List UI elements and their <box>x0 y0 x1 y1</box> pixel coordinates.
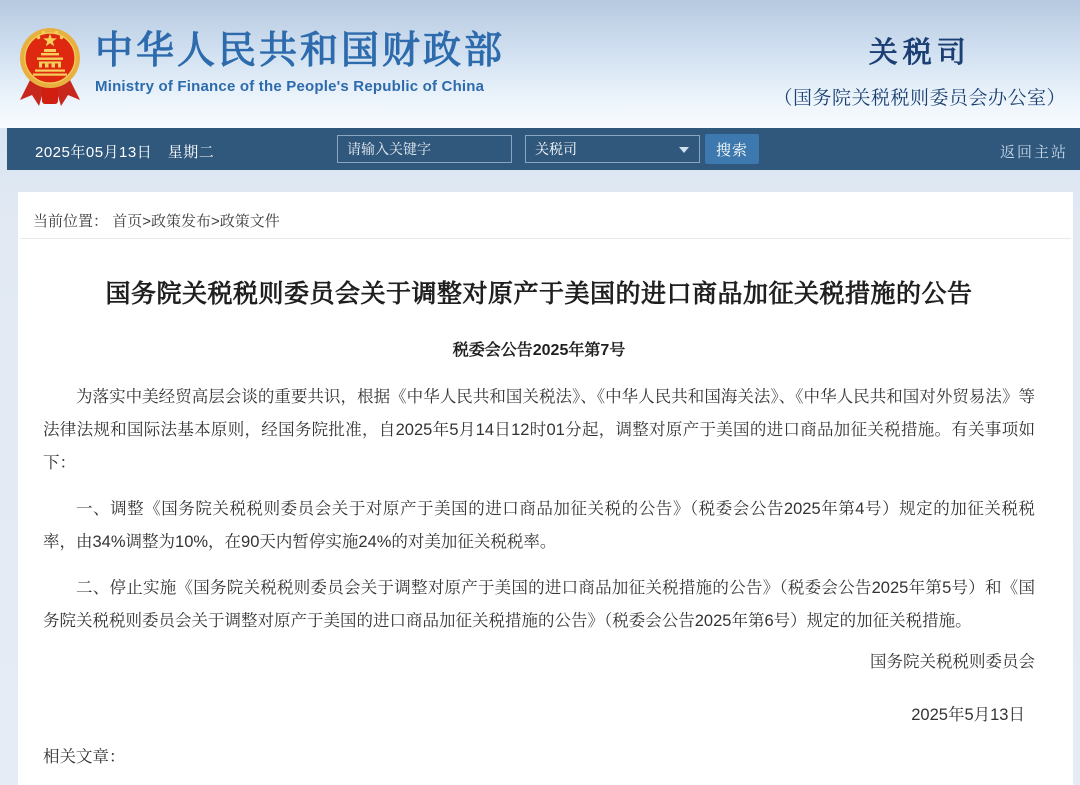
content-panel <box>18 192 1073 785</box>
announcement-article <box>43 192 1035 768</box>
breadcrumb-item-policy-release[interactable]: 政策发布 <box>150 213 211 230</box>
search-scope-select[interactable] <box>525 135 700 163</box>
announcement-doc-number: 税委会公告2025年第7号 <box>452 342 626 359</box>
announcement-paragraph: 二、停止实施《国务院关税税则委员会关于调整对原产于美国的进口商品加征关税措施的公告》（税委会公告2025年第5号）和《国务院关税税则委员会关于调整对原产于美国的进口商品加征关税措施的公告》（税委会公告2025年第6号）规定的加征关税措施。 <box>43 579 1035 630</box>
announcement-body <box>43 381 1035 638</box>
department-block <box>773 36 1066 110</box>
site-header <box>0 0 1080 128</box>
chevron-down-icon <box>679 147 689 153</box>
breadcrumb-label: 当前位置： <box>33 213 109 230</box>
navbar <box>7 128 1080 170</box>
site-subtitle-english: Ministry of Finance of the People's Republic of China <box>95 78 485 95</box>
search-input[interactable] <box>337 135 512 163</box>
department-subtitle: （国务院关税税则委员会办公室） <box>773 88 1066 109</box>
breadcrumb-separator: > <box>142 213 151 230</box>
department-title: 关税司 <box>868 37 971 69</box>
china-national-emblem-icon <box>18 20 82 108</box>
return-home-link[interactable]: 返回主站 <box>999 144 1068 161</box>
breadcrumb-separator: > <box>210 213 220 230</box>
current-date: 2025年05月13日 星期二 <box>35 144 215 161</box>
issuer-signature: 国务院关税税则委员会 <box>870 653 1035 671</box>
search-scope-value: 关税司 <box>535 141 577 157</box>
breadcrumb-item-home[interactable]: 首页 <box>112 213 143 230</box>
announcement-paragraph: 为落实中美经贸高层会谈的重要共识，根据《中华人民共和国关税法》、《中华人民共和国海关法》、《中华人民共和国对外贸易法》等法律法规和国际法基本原则，经国务院批准，自2025年5月14日12时01分起，调整对原产于美国的进口商品加征关税措施。有关事项如下： <box>43 388 1035 472</box>
issue-date: 2025年5月13日 <box>911 706 1025 724</box>
breadcrumb-item-policy-documents[interactable]: 政策文件 <box>219 213 280 230</box>
related-articles-label: 相关文章： <box>43 748 126 766</box>
search-button[interactable]: 搜索 <box>705 134 759 164</box>
site-title-block <box>95 28 505 95</box>
announcement-title: 国务院关税税则委员会关于调整对原产于美国的进口商品加征关税措施的公告 <box>105 280 973 308</box>
announcement-paragraph: 一、调整《国务院关税税则委员会关于对原产于美国的进口商品加征关税的公告》（税委会公告2025年第4号）规定的加征关税税率，由34%调整为10%，在90天内暂停实施24%的对美加征关税税率。 <box>43 500 1035 551</box>
site-title: 中华人民共和国财政部 <box>95 30 506 72</box>
